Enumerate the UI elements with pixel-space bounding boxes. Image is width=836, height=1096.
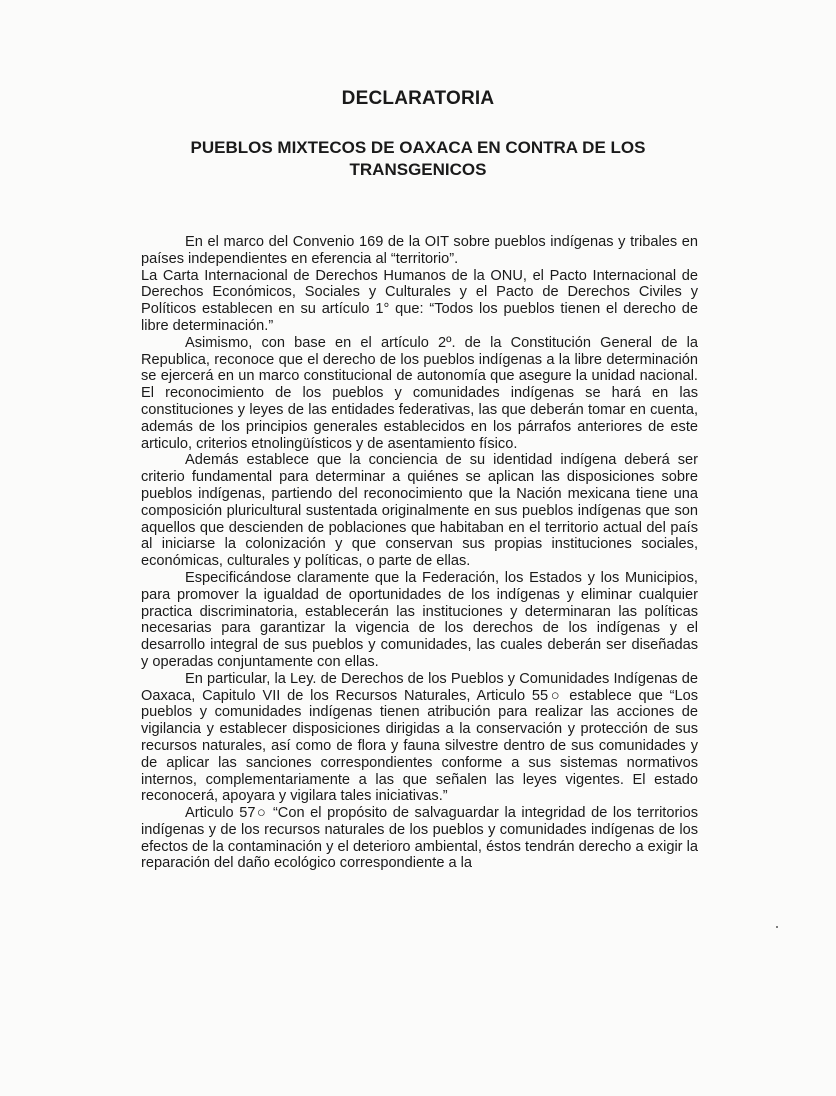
paragraph-3: Asimismo, con base en el artículo 2º. de la Constitución General de la Republica, reconoce que el derecho de los pueblos indígenas a la libre determinación se ejercerá en un marco constitucional de autonomía que asegure la unidad nacional. El reconocimiento de los pueblos y comunidades indígenas se hará en las constituciones y leyes de las entidades federativas, las que deberán tomar en cuenta, además de los principios generales establecidos en los párrafos anteriores de este articulo, criterios etnolingüísticos y de asentamiento físico.: [141, 334, 698, 452]
document-subtitle: PUEBLOS MIXTECOS DE OAXACA EN CONTRA DE LOS TRANSGENICOS: [190, 138, 646, 179]
paragraph-5: Especificándose claramente que la Federación, los Estados y los Municipios, para promover la igualdad de oportunidades de los indígenas y eliminar cualquier practica discriminatoria, establecerán las instituciones y determinaran las políticas necesarias para garantizar la vigencia de los derechos de los indígenas y el desarrollo integral de sus pueblos y comunidades, las cuales deberán ser diseñadas y operadas conjuntamente con ellas.: [141, 569, 698, 670]
document-body: [141, 234, 698, 872]
paragraph-1: En el marco del Convenio 169 de la OIT sobre pueblos indígenas y tribales en países independientes en eferencia al “territorio”.: [141, 234, 698, 267]
paragraph-7: Articulo 57○ “Con el propósito de salvaguardar la integridad de los territorios indígenas y de los recursos naturales de los pueblos y comunidades indígenas de los efectos de la contaminación y el deterioro ambiental, éstos tendrán derecho a exigir la reparación del daño ecológico correspondiente a la: [141, 805, 698, 872]
paragraph-6: En particular, la Ley. de Derechos de los Pueblos y Comunidades Indígenas de Oaxaca, Capitulo VII de los Recursos Naturales, Articulo 55○ establece que “Los pueblos y comunidades indígenas tienen atribución para realizar las acciones de vigilancia y establecer disposiciones dirigidas a la conservación y protección de sus recursos naturales, así como de flora y fauna silvestre dentro de sus comunidades y de aplicar las sanciones correspondientes conforme a sus sistemas normativos internos, complementariamente a las que señalen las leyes vigentes. El estado reconocerá, apoyara y vigilara tales iniciativas.”: [141, 670, 698, 805]
document-title: DECLARATORIA: [341, 88, 495, 109]
paragraph-4: Además establece que la conciencia de su identidad indígena deberá ser criterio fundamental para determinar a quiénes se aplican las disposiciones sobre pueblos indígenas, partiendo del reconocimiento que la Nación mexicana tiene una composición pluricultural sustentada originalmente en sus pueblos indígenas que son aquellos que descienden de poblaciones que habitaban en el territorio actual del país al iniciarse la colonización y que conservan sus propias instituciones sociales, económicas, culturales y políticas, o parte de ellas.: [141, 452, 698, 570]
scan-speck: [776, 926, 778, 928]
paragraph-2: La Carta Internacional de Derechos Humanos de la ONU, el Pacto Internacional de Derechos Económicos, Sociales y Culturales y el Pacto de Derechos Civiles y Políticos establecen en su artículo 1° que: “Todos los pueblos tienen el derecho de libre determinación.”: [141, 267, 698, 334]
